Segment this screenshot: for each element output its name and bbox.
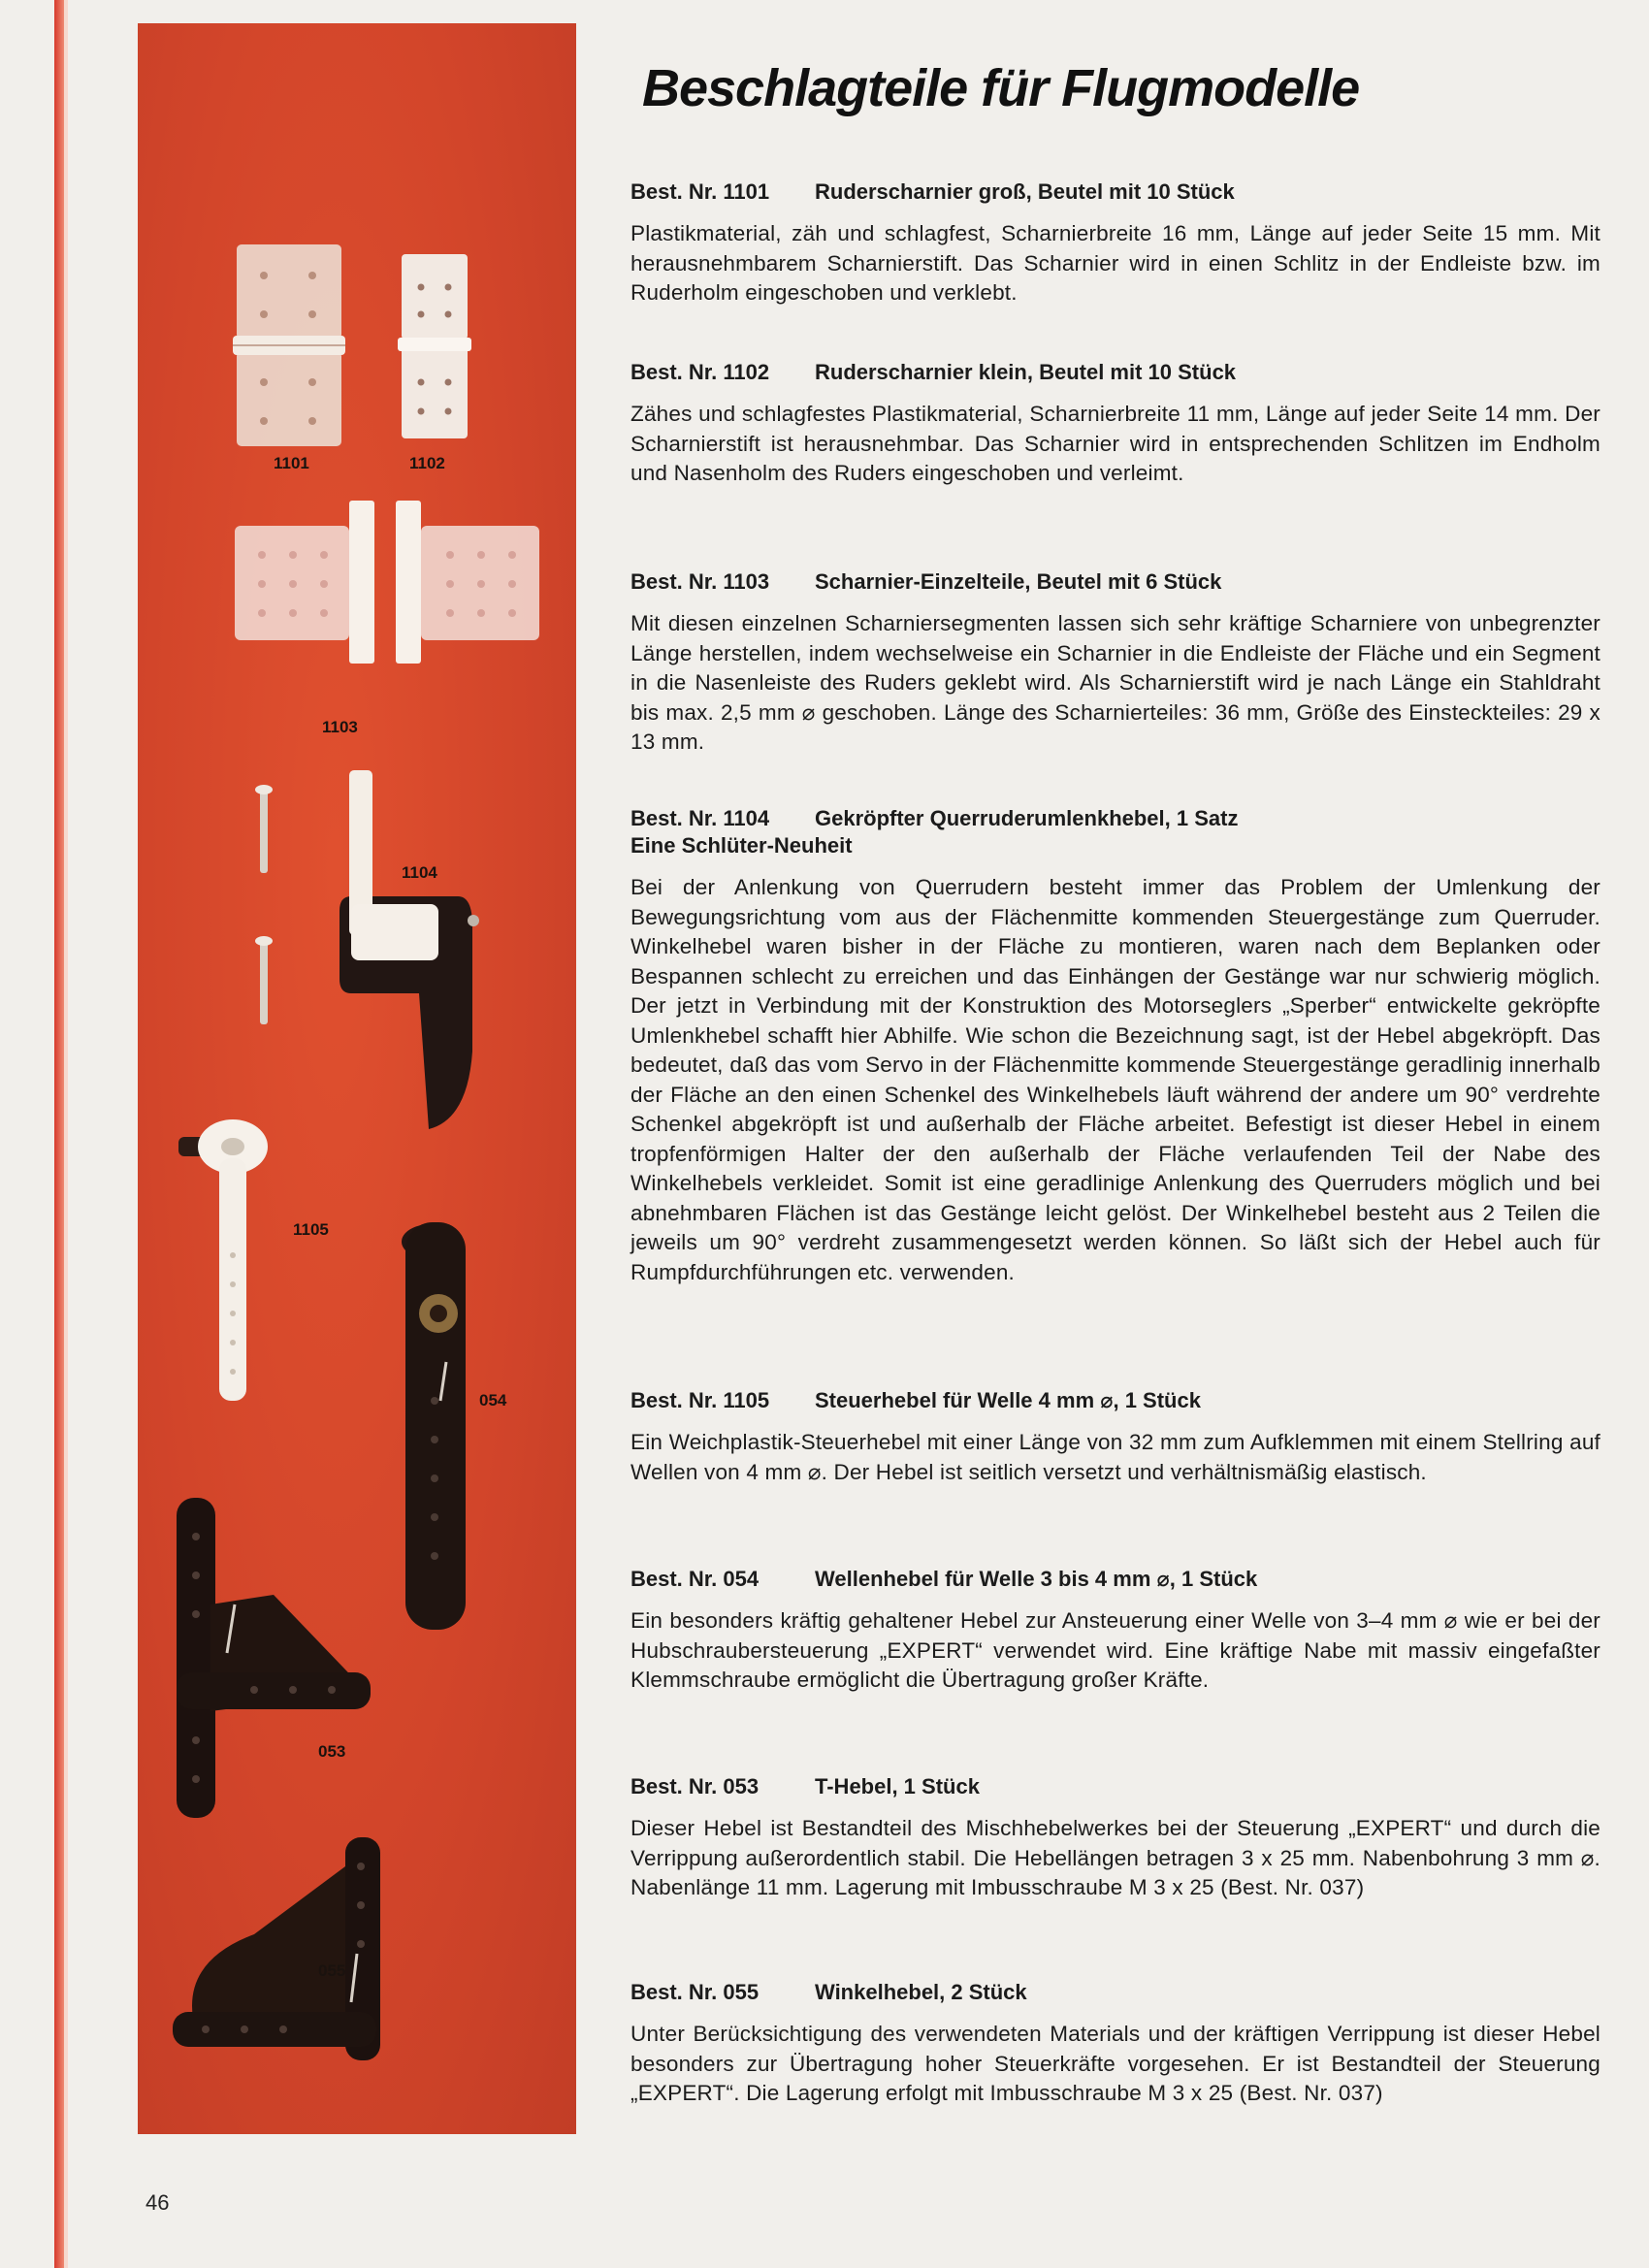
lever-054-image (402, 1222, 466, 1630)
entry-1101 (630, 178, 1600, 308)
entry-054 (630, 1566, 1600, 1696)
catalog-content (630, 58, 1610, 2105)
page-edge-highlight (64, 0, 68, 2268)
entry-1102 (630, 359, 1600, 489)
entry-053 (630, 1773, 1600, 1903)
entry-subtitle: Eine Schlüter-Neuheit (630, 833, 853, 858)
photo-label-053: 053 (318, 1742, 346, 1761)
entry-description: Mit diesen einzelnen Scharniersegmenten lassen sich sehr kräftige Scharniere von unbegrenzter Länge herstellen, indem wechselweise ein Scharnier in die Endleiste der Fläche und ein Segment in die Nasenleiste des Ruders geklebt wird. Als Scharnierstift wird je nach Länge ein Stahldraht bis max. 2,5 mm ⌀ geschoben. Länge des Scharnierteiles: 36 mm, Größe des Einsteckteiles: 29 x 13 mm. (630, 611, 1600, 754)
entry-055 (630, 1979, 1600, 2109)
photo-label-054: 054 (479, 1391, 507, 1409)
hinge-1101-image (233, 244, 345, 446)
entry-title: Gekröpfter Querruderumlenkhebel, 1 Satz (815, 806, 1239, 830)
entry-description: Unter Berücksichtigung des verwendeten Materials und der kräftigen Verrippung ist dieser Hebel besonders zur Übertragung hoher Steuerkräfte vorgesehen. Er ist Bestandteil der Steuerung „EXPERT“. Die Lagerung erfolgt mit Imbusschraube M 3 x 25 (Best. Nr. 037) (630, 2022, 1600, 2105)
lever-055-image (173, 1837, 380, 2060)
entry-heading (630, 805, 1600, 859)
photo-label-1102: 1102 (409, 454, 445, 472)
photo-label-1101: 1101 (274, 454, 309, 472)
hinge-1102-image (398, 254, 471, 438)
photo-label-055: 055 (318, 1961, 346, 1980)
photo-label-1105: 1105 (293, 1220, 329, 1239)
entry-1105 (630, 1387, 1600, 1487)
entry-1104 (630, 805, 1600, 1287)
lever-053-image (177, 1498, 371, 1818)
entry-heading (630, 1387, 1600, 1414)
entry-title: Scharnier-Einzelteile, Beutel mit 6 Stück (815, 569, 1222, 594)
entry-heading (630, 178, 1600, 206)
entry-description: Plastikmaterial, zäh und schlagfest, Scharnierbreite 16 mm, Länge auf jeder Seite 15 mm. Mit herausnehmbarem Scharnierstift. Das Scharnier wird in einen Schlitz in der Endleiste bzw. im Ruderholm eingeschoben und verklebt. (630, 221, 1600, 305)
horn-1105-image (178, 1119, 268, 1401)
hinge-1103-image (235, 501, 539, 664)
entry-title: Steuerhebel für Welle 4 mm ⌀, 1 Stück (815, 1388, 1201, 1412)
entry-heading (630, 1773, 1600, 1800)
entry-title: Ruderscharnier klein, Beutel mit 10 Stück (815, 360, 1237, 384)
entry-title: T-Hebel, 1 Stück (815, 1774, 980, 1798)
entry-heading (630, 1566, 1600, 1593)
entry-description: Bei der Anlenkung von Querrudern besteht immer das Problem der Umlenkung der Bewegungsrichtung vom aus der Flächenmitte kommenden Steuergestänge zum Querruder. Winkelhebel waren bisher in der Fläche zu montieren, waren nach dem Beplanken oder Bespannen schlecht zu erreichen und das Einhängen der Gestänge war nur schwierig möglich. Der jetzt in Verbindung mit der Konstruktion des Motorseglers „Sperber“ entwickelte gekröpfte Umlenkhebel schafft hier Abhilfe. Wie schon die Bezeichnung sagt, ist der Hebel abgekröpft. Das bedeutet, daß das vom Servo in der Flächenmitte kommende Steuergestänge geradlinig innerhalb der Fläche an den einen Schenkel des Winkelhebels läuft während der andere um 90° verdrehte Schenkel abgekröpft ist und außerhalb der Fläche arbeitet. Befestigt ist dieser Hebel in einem tropfenförmigen Halter der den außerhalb der Fläche verlaufenden Teil der Nabe des Winkelhebels verkleidet. Somit ist eine geradlinige Anlenkung des Querruders möglich und bei abnehmbaren Flächen ist das Gestänge leicht gelöst. Der Winkelhebel besteht aus 2 Teilen die jeweils um 90° verdreht zusammengesetzt werden können. So läßt sich der Hebel auch für Rumpfdurchführungen etc. verwenden. (630, 875, 1600, 1284)
photo-label-1104: 1104 (402, 863, 437, 882)
entry-description: Zähes und schlagfestes Plastikmaterial, Scharnierbreite 11 mm, Länge auf jeder Seite 14 mm. Der Scharnierstift ist herausnehmbar. Das Scharnier wird in entsprechenden Schlitzen im Endholm und Nasenholm des Ruders eingeschoben und verleimt. (630, 402, 1600, 485)
product-photo-art (138, 23, 576, 2134)
entry-order-number: Best. Nr. 1101 (630, 179, 770, 204)
entry-1103 (630, 568, 1600, 758)
entry-order-number: Best. Nr. 1102 (630, 360, 770, 384)
entry-description: Ein Weichplastik-Steuerhebel mit einer Länge von 32 mm zum Aufklemmen mit einem Stellring auf Wellen von 4 mm ⌀. Der Hebel ist seitlich versetzt und verhältnismäßig elastisch. (630, 1430, 1600, 1484)
entry-order-number: Best. Nr. 1104 (630, 806, 770, 830)
entry-heading (630, 1979, 1600, 2006)
entry-order-number: Best. Nr. 053 (630, 1774, 760, 1798)
entry-order-number: Best. Nr. 1103 (630, 569, 770, 594)
page-edge (54, 0, 64, 2268)
entry-title: Ruderscharnier groß, Beutel mit 10 Stück (815, 179, 1235, 204)
entry-order-number: Best. Nr. 1105 (630, 1388, 770, 1412)
entry-description: Ein besonders kräftig gehaltener Hebel zur Ansteuerung einer Welle von 3–4 mm ⌀ wie er bei der Hubschraubersteuerung „EXPERT“ verwendet wird. Eine kräftige Nabe mit massiv eingefaßter Klemmschraube ermöglicht die Übertragung großer Kräfte. (630, 1608, 1600, 1692)
entry-order-number: Best. Nr. 055 (630, 1980, 760, 2004)
bellcrank-1104-image (340, 770, 479, 1129)
product-photo (138, 23, 576, 2134)
screws-image (255, 785, 273, 1024)
page-number: 46 (146, 2190, 170, 2215)
entry-heading (630, 359, 1600, 386)
page-title: Beschlagteile für Flugmodelle (642, 59, 1360, 117)
entry-title: Wellenhebel für Welle 3 bis 4 mm ⌀, 1 Stück (815, 1567, 1258, 1591)
entry-order-number: Best. Nr. 054 (630, 1567, 760, 1591)
entry-description: Dieser Hebel ist Bestandteil des Mischhebelwerkes bei der Steuerung „EXPERT“ und durch die Verrippung außerordentlich stabil. Die Hebellängen betragen 3 x 25 mm. Nabenbohrung 3 mm ⌀. Nabenlänge 11 mm. Lagerung mit Imbusschraube M 3 x 25 (Best. Nr. 037) (630, 1816, 1600, 1899)
entry-title: Winkelhebel, 2 Stück (815, 1980, 1027, 2004)
photo-label-1103: 1103 (322, 718, 358, 736)
entry-heading (630, 568, 1600, 596)
